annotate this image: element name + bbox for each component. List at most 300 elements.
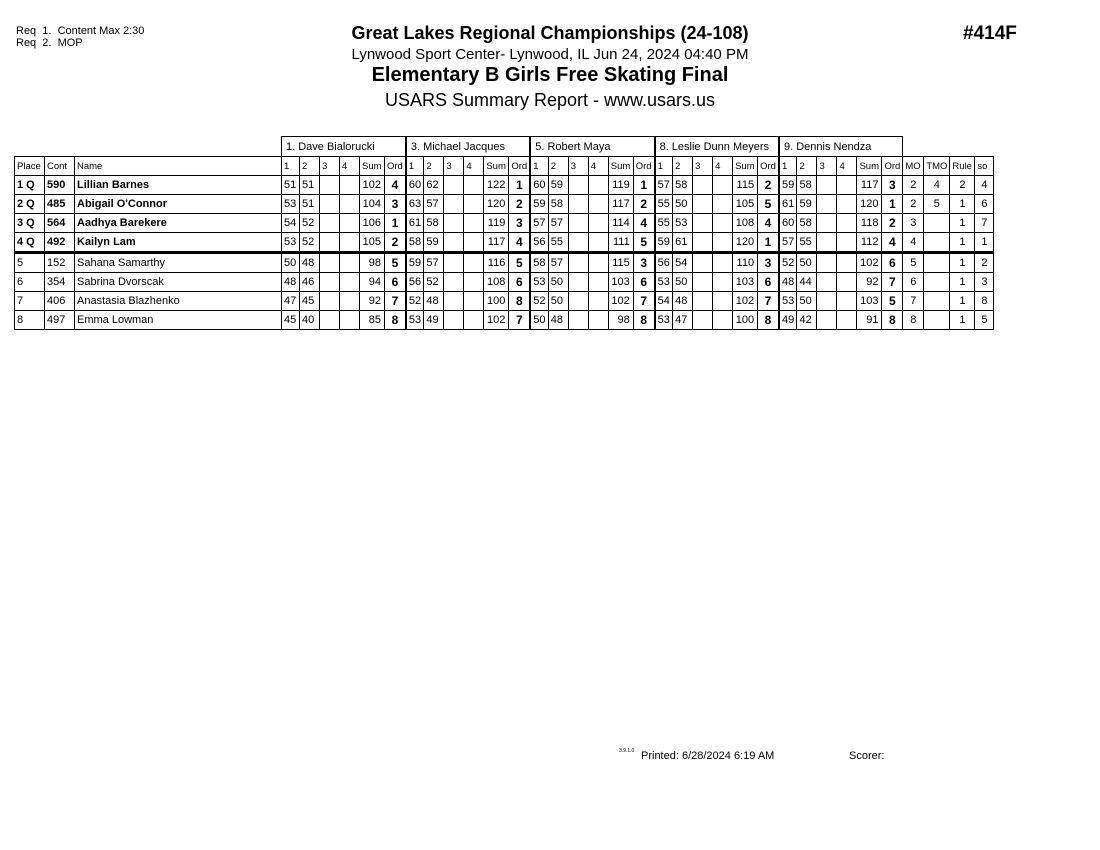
tiebreak-cell: 4 (903, 233, 924, 253)
requirement-1: Req 1. Content Max 2:30 (16, 25, 145, 37)
tiebreak-cell (924, 311, 950, 330)
column-header-score: 2 (548, 157, 568, 176)
ordinal-cell: 3 (633, 253, 654, 273)
score-cell (713, 233, 733, 253)
sum-cell: 105 (733, 195, 758, 214)
column-header-score: 1 (282, 157, 300, 176)
score-cell (588, 292, 608, 311)
tiebreak-cell: 1 (950, 311, 975, 330)
score-cell (837, 233, 857, 253)
tiebreak-cell: 1 (975, 233, 994, 253)
contestant-number-cell: 152 (45, 253, 75, 273)
score-cell: 49 (779, 311, 797, 330)
sum-cell: 111 (608, 233, 633, 253)
score-cell: 58 (797, 176, 817, 195)
score-cell: 53 (655, 311, 673, 330)
score-cell (693, 253, 713, 273)
score-cell (340, 233, 360, 253)
score-cell: 46 (300, 273, 320, 292)
score-cell: 62 (424, 176, 444, 195)
ordinal-cell: 6 (633, 273, 654, 292)
tiebreak-cell: 1 (950, 253, 975, 273)
column-header-score: Sum (484, 157, 509, 176)
score-cell (320, 195, 340, 214)
column-header-tail: Rule (950, 157, 975, 176)
contestant-number-cell: 485 (45, 195, 75, 214)
sum-cell: 118 (857, 214, 882, 233)
sum-cell: 91 (857, 311, 882, 330)
score-cell (588, 195, 608, 214)
tiebreak-cell (924, 233, 950, 253)
score-cell: 58 (530, 253, 548, 273)
score-cell: 53 (655, 273, 673, 292)
score-cell (817, 253, 837, 273)
sum-cell: 116 (484, 253, 509, 273)
sum-cell: 103 (608, 273, 633, 292)
sum-cell: 102 (360, 176, 385, 195)
score-cell: 48 (779, 273, 797, 292)
contestant-number-cell: 590 (45, 176, 75, 195)
score-cell: 40 (300, 311, 320, 330)
score-cell: 56 (655, 253, 673, 273)
sum-cell: 112 (857, 233, 882, 253)
place-cell: 4 Q (15, 233, 45, 253)
score-cell (464, 292, 484, 311)
score-cell (444, 253, 464, 273)
ordinal-cell: 4 (882, 233, 903, 253)
score-cell: 56 (406, 273, 424, 292)
sum-cell: 103 (857, 292, 882, 311)
score-cell: 57 (655, 176, 673, 195)
sum-cell: 102 (608, 292, 633, 311)
score-cell (588, 311, 608, 330)
score-cell (713, 273, 733, 292)
score-cell: 57 (424, 195, 444, 214)
place-cell: 6 (15, 273, 45, 292)
contestant-number-cell: 406 (45, 292, 75, 311)
score-cell: 51 (300, 195, 320, 214)
column-header-score: Sum (608, 157, 633, 176)
skater-name-cell: Kailyn Lam (75, 233, 282, 253)
score-cell: 54 (282, 214, 300, 233)
column-header-score: Ord (758, 157, 779, 176)
score-cell: 57 (779, 233, 797, 253)
score-cell: 50 (530, 311, 548, 330)
sum-cell: 117 (857, 176, 882, 195)
score-cell (320, 311, 340, 330)
column-header-score: 2 (424, 157, 444, 176)
column-header-score: 2 (797, 157, 817, 176)
column-header-score: 1 (655, 157, 673, 176)
score-cell: 52 (424, 273, 444, 292)
tiebreak-cell (924, 292, 950, 311)
score-cell: 59 (406, 253, 424, 273)
score-cell: 49 (424, 311, 444, 330)
score-cell: 61 (406, 214, 424, 233)
score-cell (320, 176, 340, 195)
score-cell (340, 195, 360, 214)
score-cell: 55 (655, 214, 673, 233)
score-cell: 50 (673, 195, 693, 214)
column-header-score: Sum (857, 157, 882, 176)
score-cell (693, 311, 713, 330)
score-cell (693, 176, 713, 195)
column-header-score: 4 (588, 157, 608, 176)
sum-cell: 102 (484, 311, 509, 330)
score-cell (568, 253, 588, 273)
score-cell (713, 176, 733, 195)
score-cell (693, 214, 713, 233)
score-cell: 50 (673, 273, 693, 292)
score-cell: 63 (406, 195, 424, 214)
score-cell (568, 214, 588, 233)
score-cell (444, 176, 464, 195)
skater-name-cell: Aadhya Barekere (75, 214, 282, 233)
score-cell (817, 273, 837, 292)
score-cell (444, 233, 464, 253)
results-table (14, 136, 994, 330)
ordinal-cell: 4 (758, 214, 779, 233)
tiebreak-cell: 6 (903, 273, 924, 292)
ordinal-cell: 1 (509, 176, 530, 195)
score-cell (444, 292, 464, 311)
score-cell: 51 (300, 176, 320, 195)
score-cell: 53 (406, 311, 424, 330)
sum-cell: 102 (733, 292, 758, 311)
column-header-score: 3 (817, 157, 837, 176)
sum-cell: 120 (484, 195, 509, 214)
sum-cell: 108 (484, 273, 509, 292)
score-cell (713, 292, 733, 311)
ordinal-cell: 3 (882, 176, 903, 195)
tiebreak-cell: 1 (950, 233, 975, 253)
sum-cell: 100 (733, 311, 758, 330)
tiebreak-cell: 1 (950, 214, 975, 233)
sum-cell: 115 (608, 253, 633, 273)
contestant-number-cell: 497 (45, 311, 75, 330)
score-cell (464, 214, 484, 233)
score-cell (837, 273, 857, 292)
contestant-number-cell: 354 (45, 273, 75, 292)
column-header-tail: so (975, 157, 994, 176)
score-cell (693, 233, 713, 253)
sum-cell: 120 (733, 233, 758, 253)
score-cell (817, 176, 837, 195)
spacer (15, 137, 282, 157)
tiebreak-cell: 3 (903, 214, 924, 233)
sum-cell: 119 (484, 214, 509, 233)
judge-name: 3. Michael Jacques (406, 137, 530, 157)
score-cell: 52 (406, 292, 424, 311)
score-cell: 52 (300, 214, 320, 233)
score-cell (568, 292, 588, 311)
score-cell (817, 214, 837, 233)
table-row (15, 176, 994, 195)
score-cell (693, 195, 713, 214)
venue-line: Lynwood Sport Center- Lynwood, IL Jun 24, 2024 04:40 PM (351, 46, 749, 63)
sum-cell: 94 (360, 273, 385, 292)
ordinal-cell: 8 (882, 311, 903, 330)
ordinal-cell: 1 (758, 233, 779, 253)
ordinal-cell: 8 (758, 311, 779, 330)
score-cell: 59 (530, 195, 548, 214)
column-header-name: Name (75, 157, 282, 176)
sum-cell: 110 (733, 253, 758, 273)
column-header-score: 1 (406, 157, 424, 176)
score-cell (693, 292, 713, 311)
score-cell: 42 (797, 311, 817, 330)
tiebreak-cell (924, 253, 950, 273)
score-cell (817, 311, 837, 330)
score-cell (588, 233, 608, 253)
score-cell: 48 (424, 292, 444, 311)
score-cell (340, 311, 360, 330)
sum-cell: 92 (857, 273, 882, 292)
ordinal-cell: 3 (509, 214, 530, 233)
tiebreak-cell: 8 (903, 311, 924, 330)
ordinal-cell: 8 (385, 311, 406, 330)
score-cell: 50 (282, 253, 300, 273)
tiebreak-cell (924, 273, 950, 292)
score-cell (713, 214, 733, 233)
score-cell: 54 (673, 253, 693, 273)
score-cell: 48 (282, 273, 300, 292)
ordinal-cell: 5 (509, 253, 530, 273)
tiebreak-cell: 7 (903, 292, 924, 311)
score-cell: 50 (797, 292, 817, 311)
score-cell: 51 (282, 176, 300, 195)
sum-cell: 108 (733, 214, 758, 233)
tiebreak-cell: 6 (975, 195, 994, 214)
score-cell (340, 253, 360, 273)
tiebreak-cell: 5 (924, 195, 950, 214)
score-cell (817, 195, 837, 214)
sum-cell: 114 (608, 214, 633, 233)
judge-header-row (15, 137, 994, 157)
column-header-tail: TMO (924, 157, 950, 176)
column-header-score: 3 (568, 157, 588, 176)
score-cell: 47 (282, 292, 300, 311)
score-cell (588, 253, 608, 273)
score-cell: 61 (779, 195, 797, 214)
score-cell (320, 233, 340, 253)
column-header-score: 3 (320, 157, 340, 176)
place-cell: 2 Q (15, 195, 45, 214)
tiebreak-cell: 4 (924, 176, 950, 195)
tiebreak-cell: 1 (950, 292, 975, 311)
score-cell: 52 (779, 253, 797, 273)
ordinal-cell: 5 (882, 292, 903, 311)
score-cell: 57 (548, 253, 568, 273)
table-row (15, 292, 994, 311)
table-row (15, 233, 994, 253)
score-cell (444, 214, 464, 233)
table-row (15, 214, 994, 233)
skater-name-cell: Sabrina Dvorscak (75, 273, 282, 292)
sum-cell: 85 (360, 311, 385, 330)
skater-name-cell: Sahana Samarthy (75, 253, 282, 273)
score-cell (340, 273, 360, 292)
sum-cell: 104 (360, 195, 385, 214)
score-cell (464, 253, 484, 273)
ordinal-cell: 8 (633, 311, 654, 330)
score-cell (568, 195, 588, 214)
ordinal-cell: 2 (385, 233, 406, 253)
tiebreak-cell: 1 (950, 273, 975, 292)
ordinal-cell: 4 (385, 176, 406, 195)
score-cell: 57 (530, 214, 548, 233)
tiebreak-cell: 5 (903, 253, 924, 273)
judge-name: 5. Robert Maya (530, 137, 654, 157)
column-header-cont: Cont (45, 157, 75, 176)
requirement-2: Req 2. MOP (16, 37, 83, 49)
ordinal-cell: 4 (509, 233, 530, 253)
ordinal-cell: 7 (509, 311, 530, 330)
score-cell: 60 (530, 176, 548, 195)
software-version: 3.9.1.0 (619, 748, 635, 754)
tiebreak-cell: 2 (950, 176, 975, 195)
skater-name-cell: Lillian Barnes (75, 176, 282, 195)
score-cell (568, 273, 588, 292)
score-cell: 50 (797, 253, 817, 273)
ordinal-cell: 1 (882, 195, 903, 214)
judge-name: 1. Dave Bialorucki (282, 137, 406, 157)
judge-name: 9. Dennis Nendza (779, 137, 903, 157)
score-cell: 59 (424, 233, 444, 253)
score-cell: 53 (282, 233, 300, 253)
sum-cell: 103 (733, 273, 758, 292)
event-title: Elementary B Girls Free Skating Final (371, 64, 729, 86)
score-cell: 55 (655, 195, 673, 214)
score-cell (693, 273, 713, 292)
ordinal-cell: 7 (385, 292, 406, 311)
column-header-score: 4 (340, 157, 360, 176)
column-header-score: 4 (464, 157, 484, 176)
score-cell: 61 (673, 233, 693, 253)
score-cell (817, 292, 837, 311)
score-cell: 48 (548, 311, 568, 330)
score-cell (568, 311, 588, 330)
contestant-number-cell: 564 (45, 214, 75, 233)
ordinal-cell: 6 (758, 273, 779, 292)
place-cell: 1 Q (15, 176, 45, 195)
column-header-place: Place (15, 157, 45, 176)
score-cell (340, 214, 360, 233)
score-cell (837, 195, 857, 214)
report-title: USARS Summary Report - www.usars.us (384, 90, 716, 110)
column-header-score: 4 (713, 157, 733, 176)
ordinal-cell: 1 (385, 214, 406, 233)
column-header-score: Ord (385, 157, 406, 176)
score-cell (817, 233, 837, 253)
table-row (15, 195, 994, 214)
score-cell: 50 (548, 292, 568, 311)
column-header-tail: MO (903, 157, 924, 176)
score-cell (837, 253, 857, 273)
score-cell: 59 (779, 176, 797, 195)
place-cell: 8 (15, 311, 45, 330)
score-cell: 59 (548, 176, 568, 195)
score-cell (713, 195, 733, 214)
tiebreak-cell: 3 (975, 273, 994, 292)
ordinal-cell: 6 (385, 273, 406, 292)
score-cell (340, 292, 360, 311)
score-cell (464, 311, 484, 330)
score-cell: 58 (797, 214, 817, 233)
column-header-score: 1 (779, 157, 797, 176)
score-cell (837, 214, 857, 233)
score-cell (320, 253, 340, 273)
score-cell: 54 (655, 292, 673, 311)
competition-title: Great Lakes Regional Championships (24-108) (351, 23, 749, 43)
score-cell (444, 311, 464, 330)
tiebreak-cell: 4 (975, 176, 994, 195)
score-cell (588, 176, 608, 195)
score-cell (568, 233, 588, 253)
score-cell (444, 195, 464, 214)
score-cell: 58 (424, 214, 444, 233)
score-cell: 48 (673, 292, 693, 311)
printed-timestamp: Printed: 6/28/2024 6:19 AM (641, 750, 775, 762)
score-cell (340, 176, 360, 195)
sum-cell: 106 (360, 214, 385, 233)
ordinal-cell: 1 (633, 176, 654, 195)
score-cell: 45 (300, 292, 320, 311)
ordinal-cell: 7 (882, 273, 903, 292)
score-cell (464, 195, 484, 214)
score-cell (837, 176, 857, 195)
column-header-score: Sum (360, 157, 385, 176)
score-cell (568, 176, 588, 195)
sum-cell: 98 (608, 311, 633, 330)
score-cell: 58 (406, 233, 424, 253)
table-row (15, 311, 994, 330)
ordinal-cell: 5 (385, 253, 406, 273)
score-cell: 60 (779, 214, 797, 233)
score-cell: 59 (797, 195, 817, 214)
sum-cell: 122 (484, 176, 509, 195)
score-cell: 56 (530, 233, 548, 253)
score-cell: 53 (282, 195, 300, 214)
ordinal-cell: 7 (758, 292, 779, 311)
table-row (15, 253, 994, 273)
ordinal-cell: 2 (758, 176, 779, 195)
score-cell (464, 273, 484, 292)
column-header-row (15, 157, 994, 176)
ordinal-cell: 2 (882, 214, 903, 233)
score-cell: 48 (300, 253, 320, 273)
score-cell (464, 233, 484, 253)
score-cell: 53 (530, 273, 548, 292)
score-cell: 53 (673, 214, 693, 233)
column-header-score: 3 (444, 157, 464, 176)
score-cell: 45 (282, 311, 300, 330)
ordinal-cell: 4 (633, 214, 654, 233)
tiebreak-cell: 7 (975, 214, 994, 233)
skater-name-cell: Emma Lowman (75, 311, 282, 330)
skater-name-cell: Abigail O'Connor (75, 195, 282, 214)
score-cell: 60 (406, 176, 424, 195)
score-cell: 52 (530, 292, 548, 311)
ordinal-cell: 6 (882, 253, 903, 273)
tiebreak-cell: 2 (903, 195, 924, 214)
score-cell: 58 (548, 195, 568, 214)
sum-cell: 120 (857, 195, 882, 214)
ordinal-cell: 2 (633, 195, 654, 214)
sum-cell: 92 (360, 292, 385, 311)
score-cell: 47 (673, 311, 693, 330)
score-cell: 57 (548, 214, 568, 233)
